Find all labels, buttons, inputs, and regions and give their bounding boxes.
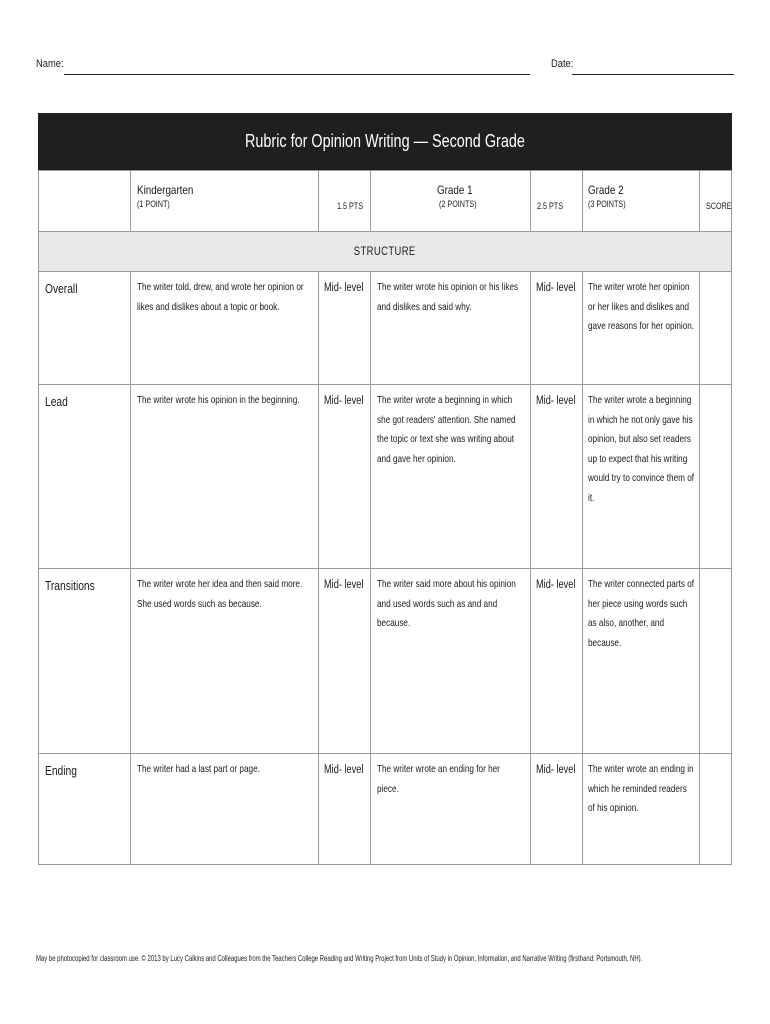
- kindergarten-name: Kindergarten: [137, 183, 194, 197]
- mid1-points: 1.5 PTS: [337, 201, 364, 211]
- mid2-cell: [531, 569, 583, 754]
- row-label-cell: [39, 385, 131, 569]
- score-cell[interactable]: [700, 754, 731, 864]
- kindergarten-text: The writer had a last part or page.: [137, 763, 260, 775]
- row-label-cell: [39, 272, 131, 385]
- row-label-cell: [39, 754, 131, 864]
- section-label: STRUCTURE: [354, 245, 416, 258]
- kindergarten-text: The writer wrote her idea and then said more. She used words such as because.: [137, 578, 303, 610]
- grade2-text: The writer connected parts of her piece using words such as also, another, and because.: [588, 578, 695, 649]
- mid1-text: Mid- level: [324, 282, 364, 294]
- row-label: Ending: [45, 764, 77, 778]
- mid2-cell: [531, 754, 583, 864]
- grade1-cell: [371, 754, 531, 864]
- date-line: [572, 74, 734, 75]
- score-cell[interactable]: [700, 569, 731, 754]
- header-mid2: [531, 171, 583, 232]
- row-label: Transitions: [45, 579, 95, 593]
- score-label: SCORE: [706, 201, 732, 211]
- grade1-text: The writer wrote an ending for her piece.: [377, 763, 500, 795]
- mid1-text: Mid- level: [324, 579, 364, 591]
- mid1-cell: [319, 272, 371, 385]
- score-cell[interactable]: [700, 385, 731, 569]
- page-title: Rubric for Opinion Writing — Second Grade: [245, 131, 525, 151]
- mid2-points: 2.5 PTS: [537, 201, 564, 211]
- grade1-cell: [371, 385, 531, 569]
- header-mid1: [319, 171, 371, 232]
- copyright-footer: May be photocopied for classroom use. © 2013 by Lucy Calkins and Colleagues from the Teachers College Reading and Writing Project from Units of Study in Opinion, Information, and Narrative Writing (firsthand: Portsmouth, NH).: [36, 953, 643, 963]
- grade2-cell: [583, 272, 700, 385]
- grade1-text: The writer said more about his opinion and used words such as and and because.: [377, 578, 516, 629]
- mid2-text: Mid- level: [536, 764, 576, 776]
- mid1-cell: [319, 754, 371, 864]
- mid1-cell: [319, 385, 371, 569]
- date-label: Date:: [551, 58, 574, 70]
- kindergarten-cell: [131, 272, 319, 385]
- grade1-cell: [371, 569, 531, 754]
- kindergarten-cell: [131, 754, 319, 864]
- name-label: Name:: [36, 58, 64, 70]
- header-empty-cell: [39, 171, 131, 232]
- kindergarten-cell: [131, 385, 319, 569]
- section-band: [39, 232, 731, 272]
- header-grade2: [583, 171, 700, 232]
- mid1-text: Mid- level: [324, 395, 364, 407]
- kindergarten-points: (1 POINT): [137, 199, 170, 209]
- rubric-table: [38, 170, 732, 865]
- grade1-name: Grade 1: [437, 183, 473, 197]
- row-label: Lead: [45, 395, 68, 409]
- grade1-text: The writer wrote his opinion or his likes and dislikes and said why.: [377, 281, 519, 313]
- mid2-text: Mid- level: [536, 395, 576, 407]
- kindergarten-text: The writer told, drew, and wrote her opinion or likes and dislikes about a topic or book.: [137, 281, 304, 313]
- row-label: Overall: [45, 282, 78, 296]
- score-cell[interactable]: [700, 272, 731, 385]
- grade2-name: Grade 2: [588, 183, 624, 197]
- header-kindergarten: [131, 171, 319, 232]
- header-grade1: [371, 171, 531, 232]
- grade2-text: The writer wrote a beginning in which he not only gave his opinion, but also set readers up to expect that his writing would try to convince them of it.: [588, 394, 695, 504]
- row-label-cell: [39, 569, 131, 754]
- grade2-cell: [583, 569, 700, 754]
- mid2-cell: [531, 385, 583, 569]
- header-score: [700, 171, 731, 232]
- grade2-cell: [583, 754, 700, 864]
- grade2-text: The writer wrote her opinion or her likes and dislikes and gave reasons for her opinion.: [588, 281, 695, 332]
- grade2-text: The writer wrote an ending in which he reminded readers of his opinion.: [588, 763, 694, 814]
- mid1-cell: [319, 569, 371, 754]
- mid2-text: Mid- level: [536, 282, 576, 294]
- grade2-points: (3 POINTS): [588, 199, 626, 209]
- kindergarten-cell: [131, 569, 319, 754]
- grade2-cell: [583, 385, 700, 569]
- name-line: [64, 74, 530, 75]
- mid1-text: Mid- level: [324, 764, 364, 776]
- mid2-text: Mid- level: [536, 579, 576, 591]
- title-banner: [38, 113, 732, 170]
- grade1-cell: [371, 272, 531, 385]
- kindergarten-text: The writer wrote his opinion in the beginning.: [137, 394, 300, 406]
- grade1-text: The writer wrote a beginning in which she got readers' attention. She named the topic or text she was writing about and gave her opinion.: [377, 394, 516, 465]
- grade1-points: (2 POINTS): [439, 199, 477, 209]
- mid2-cell: [531, 272, 583, 385]
